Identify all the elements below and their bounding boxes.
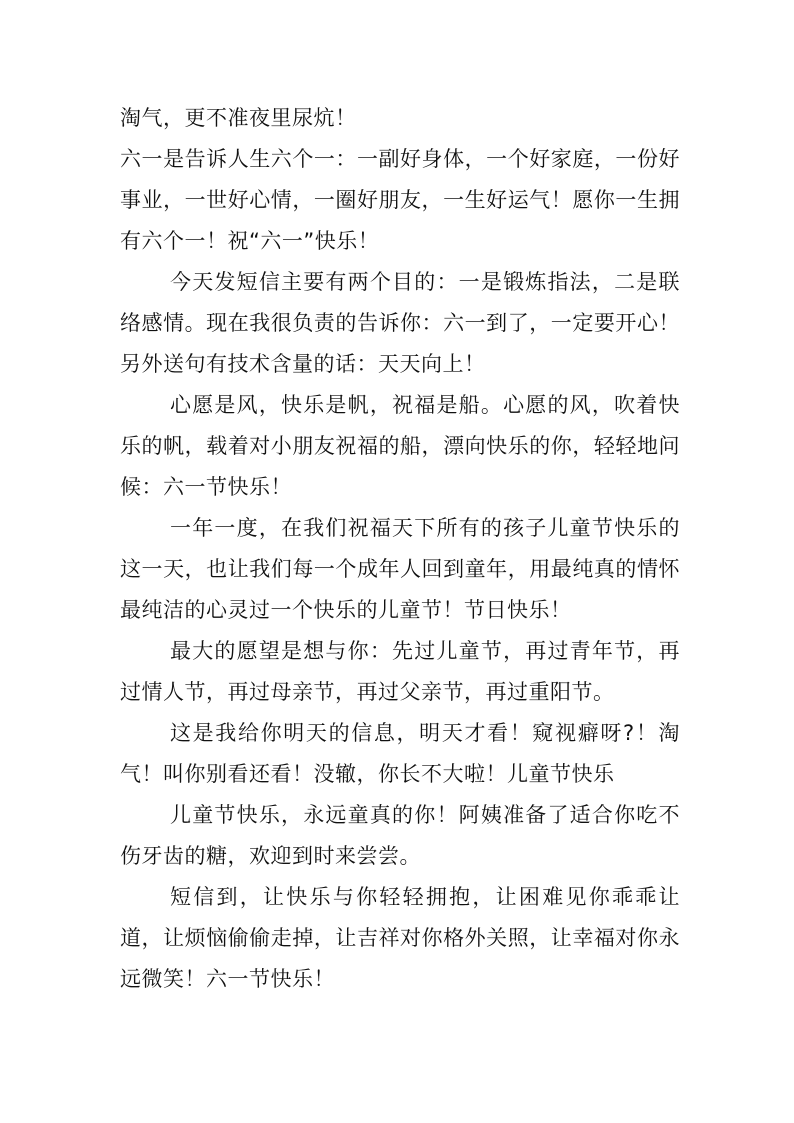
paragraph-8: 儿童节快乐，永远童真的你！阿姨准备了适合你吃不伤牙齿的糖，欢迎到时来尝尝。 [120, 803, 680, 868]
paragraph-4: 心愿是风，快乐是帆，祝福是船。心愿的风，吹着快乐的帆，载着对小朋友祝福的船，漂向快乐的你，轻轻地问候：六一节快乐！ [120, 393, 680, 499]
paragraph-3: 今天发短信主要有两个目的：一是锻炼指法，二是联络感情。现在我很负责的告诉你：六一到了，一定要开心！另外送句有技术含量的话：天天向上！ [120, 270, 680, 376]
document-body [120, 98, 680, 1000]
paragraph-6: 最大的愿望是想与你：先过儿童节，再过青年节，再过情人节，再过母亲节，再过父亲节，再过重阳节。 [120, 639, 680, 704]
paragraph-2: 六一是告诉人生六个一：一副好身体，一个好家庭，一份好事业，一世好心情，一圈好朋友，一生好运气！愿你一生拥有六个一！祝“六一”快乐！ [120, 147, 680, 253]
paragraph-7: 这是我给你明天的信息，明天才看！窥视癖呀?！淘气！叫你别看还看！没辙，你长不大啦！儿童节快乐 [120, 721, 680, 786]
paragraph-5: 一年一度，在我们祝福天下所有的孩子儿童节快乐的这一天，也让我们每一个成年人回到童年，用最纯真的情怀最纯洁的心灵过一个快乐的儿童节！节日快乐！ [120, 516, 680, 622]
paragraph-1: 淘气，更不准夜里尿炕！ [120, 106, 357, 130]
paragraph-9: 短信到，让快乐与你轻轻拥抱，让困难见你乖乖让道，让烦恼偷偷走掉，让吉祥对你格外关照，让幸福对你永远微笑！六一节快乐！ [120, 885, 680, 991]
